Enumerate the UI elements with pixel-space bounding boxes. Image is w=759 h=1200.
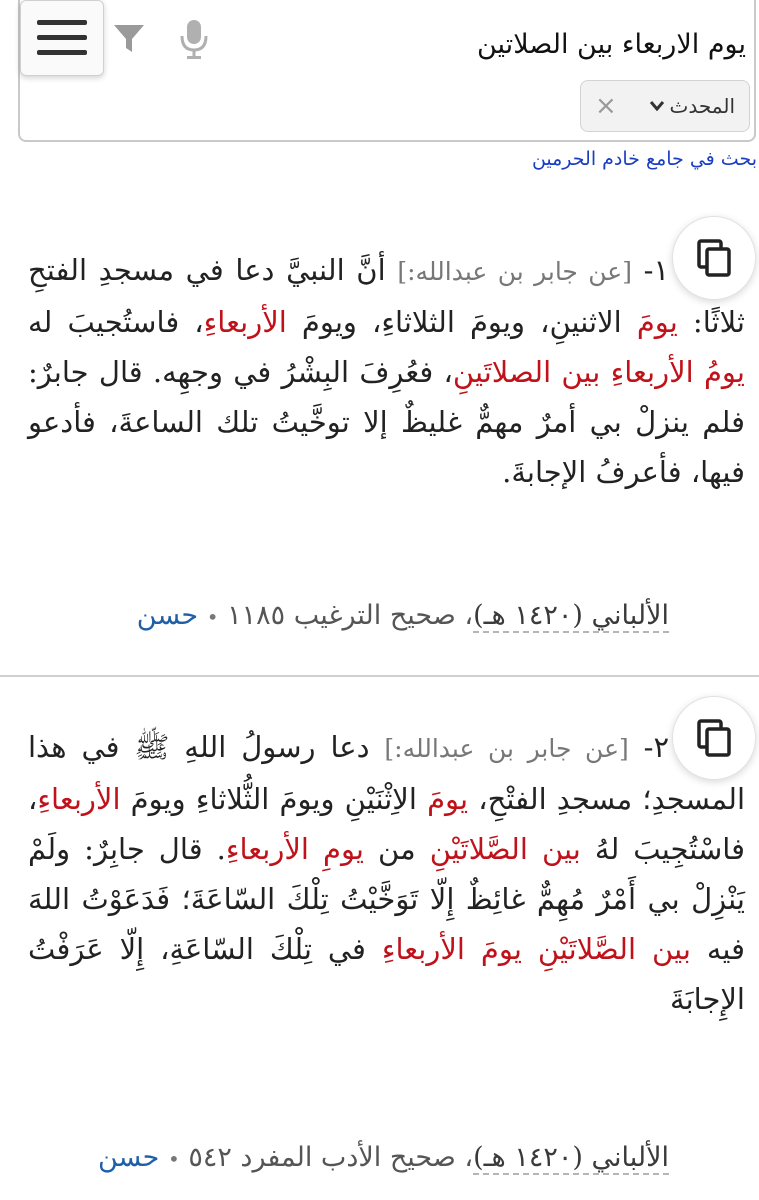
narrator: [عن جابر بن عبدالله:] (397, 257, 632, 286)
muhaddith-link[interactable]: الألباني (١٤٢٠ هـ) (473, 600, 669, 631)
grade-line-2 (28, 1142, 669, 1173)
grade-label: حسن (98, 1142, 160, 1173)
highlighted-term: بين الصَّلاتَيْنِ يومَ الأربعاءِ (381, 932, 691, 966)
chip-remove-button[interactable]: × (595, 91, 617, 121)
search-box (18, 0, 756, 142)
hadith-number: ٢- (643, 730, 670, 764)
search-input[interactable] (230, 20, 746, 68)
text-segment: ، فعُرِفَ البِشْرُ في وجهِه. قال جابرٌ: فلم ينزلْ بي أمرٌ مهمٌّ غليظٌ إلا توخَّيتُ تلك الساعةَ، فأدعو فيها، فأعرفُ الإجابةَ. (28, 355, 745, 489)
grade-line-1 (28, 600, 669, 631)
text-segment: الاِثْنَيْنِ ويومَ الثُّلاثاءِ ويومَ (120, 782, 428, 816)
highlighted-term: يومُ الأربعاءِ بين الصلاتَينِ (452, 355, 745, 389)
text-segment: في تِلْكَ السّاعَةِ، إِلّا عَرَفْتُ الإِجابَةَ (28, 932, 745, 1016)
muhaddith-filter-chip[interactable] (580, 80, 750, 132)
grade-label: حسن (136, 600, 199, 631)
bullet: • (167, 1147, 180, 1171)
microphone-icon[interactable] (178, 18, 210, 60)
menu-button[interactable] (20, 0, 104, 76)
text-segment: دعا رسولُ اللهِ ﷺ في هذا المسجدِ؛ مسجدِ الفتْحِ، (28, 730, 745, 816)
highlighted-term: بين الصَّلاتَيْنِ (429, 832, 581, 866)
hadith-number: ١- (643, 253, 670, 287)
text-segment: الاثنينِ، ويومَ الثلاثاءِ، ويومَ (286, 305, 637, 339)
text-segment: من (364, 832, 430, 866)
hadith-text-1 (28, 245, 745, 497)
highlighted-term: يومَ (636, 305, 678, 339)
hadith-text-2 (28, 722, 745, 1024)
source-ref: ، صحيح الأدب المفرد ٥٤٢ (188, 1142, 474, 1173)
site-search-link[interactable]: بحث في جامع خادم الحرمين (531, 148, 757, 170)
result-divider (0, 675, 759, 677)
narrator: [عن جابر بن عبدالله:] (384, 734, 629, 763)
chip-label: المحدث (669, 94, 735, 118)
text-segment: أنَّ النبيَّ دعا في مسجدِ الفتحِ ثلاثًا: (28, 253, 745, 339)
bullet: • (206, 605, 219, 629)
text-segment: ، فاسْتُجِيبَ لهُ (28, 782, 745, 866)
hadith-body (28, 730, 745, 1016)
chevron-down-icon (650, 101, 664, 111)
text-segment: . قال جابِرٌ: ولَمْ يَنْزِلْ بي أَمْرٌ مُهِمٌّ غائِظٌ إِلّا تَوَخَّيْتُ تِلْكَ السّاعَةَ؛ فَدَعَوْتُ اللهَ فيه (28, 832, 745, 966)
highlighted-term: الأربعاءِ (37, 782, 121, 816)
text-segment: ، فاستُجيبَ له (28, 305, 204, 339)
highlighted-term: يومَ (427, 782, 469, 816)
filter-icon[interactable] (112, 22, 146, 56)
muhaddith-link[interactable]: الألباني (١٤٢٠ هـ) (473, 1142, 669, 1173)
highlighted-term: الأربعاءِ (203, 305, 287, 339)
highlighted-term: يومِ الأربعاءِ (225, 832, 365, 866)
source-ref: ، صحيح الترغيب ١١٨٥ (227, 600, 474, 631)
hadith-body (28, 253, 745, 489)
hamburger-icon (37, 20, 87, 56)
